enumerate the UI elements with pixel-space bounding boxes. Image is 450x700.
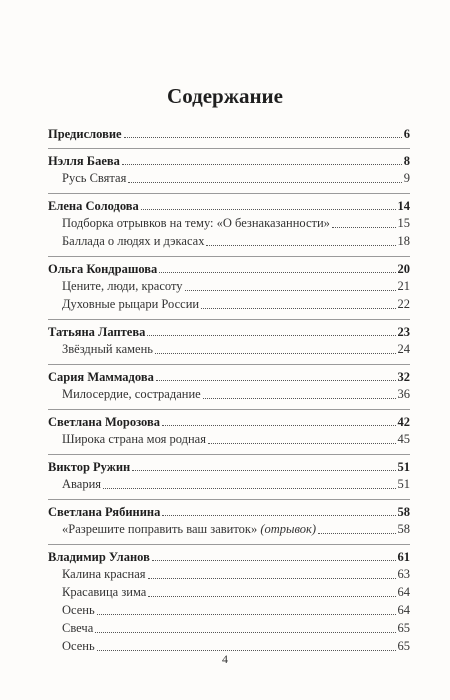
- work-title: [62, 214, 330, 232]
- section-divider: [48, 148, 410, 149]
- work-title-text: Русь Святая: [62, 171, 127, 185]
- page-ref: 6: [403, 127, 410, 141]
- author-name: Светлана Морозова: [48, 415, 160, 429]
- toc-work-entry[interactable]: [48, 601, 410, 619]
- toc-work-entry[interactable]: [48, 619, 410, 637]
- dot-leader: [155, 353, 396, 354]
- dot-leader: [159, 272, 395, 273]
- page-ref: 8: [403, 154, 410, 168]
- author-name: Светлана Рябинина: [48, 505, 161, 519]
- page-ref: 51: [397, 477, 410, 491]
- section-divider: [48, 454, 410, 455]
- dot-leader: [162, 425, 396, 426]
- section-divider: [48, 256, 410, 257]
- dot-leader: [147, 335, 395, 336]
- author-name: Ольга Кондрашова: [48, 262, 158, 276]
- work-title: [62, 520, 316, 538]
- work-title: [62, 601, 95, 619]
- toc-work-entry[interactable]: [48, 475, 410, 493]
- work-title: [62, 169, 126, 187]
- work-title-text: Свеча: [62, 621, 94, 635]
- page-ref: 18: [397, 234, 410, 248]
- dot-leader: [148, 578, 396, 579]
- work-title: [62, 583, 146, 601]
- author-name: Владимир Уланов: [48, 550, 150, 564]
- page-ref: 58: [397, 522, 410, 536]
- page-ref: 22: [397, 297, 410, 311]
- section-divider: [48, 499, 410, 500]
- toc-work-entry[interactable]: [48, 214, 410, 232]
- page-ref: 45: [397, 432, 410, 446]
- dot-leader: [201, 308, 395, 309]
- work-title-suffix: (отрывок): [260, 522, 317, 536]
- dot-leader: [318, 533, 395, 534]
- work-title: [62, 340, 153, 358]
- page-ref: 21: [397, 279, 410, 293]
- dot-leader: [185, 290, 396, 291]
- work-title-text: Цените, люди, красоту: [62, 279, 183, 293]
- work-title-text: Калина красная: [62, 567, 146, 581]
- page-ref: 15: [397, 216, 410, 230]
- page-ref: 9: [403, 171, 410, 185]
- work-title: [62, 619, 93, 637]
- section-divider: [48, 319, 410, 320]
- work-title-text: Подборка отрывков на тему: «О безнаказанности»: [62, 216, 330, 230]
- toc-author-entry[interactable]: [48, 324, 410, 340]
- dot-leader: [208, 443, 396, 444]
- toc-work-entry[interactable]: [48, 295, 410, 313]
- page-ref: 20: [397, 262, 410, 276]
- page-ref: 64: [397, 585, 410, 599]
- work-title-text: Баллада о людях и дэкасах: [62, 234, 205, 248]
- author-name: Предисловие: [48, 127, 122, 141]
- dot-leader: [152, 560, 396, 561]
- toc-work-entry[interactable]: [48, 583, 410, 601]
- dot-leader: [128, 182, 401, 183]
- work-title: [62, 277, 183, 295]
- author-name: Виктор Ружин: [48, 460, 131, 474]
- work-title: [62, 232, 204, 250]
- work-title: [62, 565, 146, 583]
- work-title: [62, 385, 201, 403]
- dot-leader: [103, 488, 395, 489]
- toc-work-entry[interactable]: [48, 277, 410, 295]
- toc-work-entry[interactable]: [48, 565, 410, 583]
- section-divider: [48, 193, 410, 194]
- work-title: [62, 430, 206, 448]
- page-number: 4: [222, 652, 228, 666]
- toc-work-entry[interactable]: [48, 340, 410, 358]
- page-ref: 61: [397, 550, 410, 564]
- author-name: Елена Солодова: [48, 199, 139, 213]
- work-title-text: Осень: [62, 639, 95, 653]
- page-ref: 58: [397, 505, 410, 519]
- page-ref: 36: [397, 387, 410, 401]
- page-title: Содержание: [167, 84, 283, 108]
- work-title-text: Красавица зима: [62, 585, 147, 599]
- page-ref: 64: [397, 603, 410, 617]
- table-of-contents: [48, 126, 410, 655]
- dot-leader: [95, 632, 395, 633]
- page-ref: 63: [397, 567, 410, 581]
- work-title: [62, 295, 199, 313]
- work-title-text: «Разрешите поправить ваш завиток»: [62, 522, 258, 536]
- dot-leader: [332, 227, 396, 228]
- page-ref: 14: [397, 199, 410, 213]
- toc-author-entry[interactable]: [48, 369, 410, 385]
- toc-author-entry[interactable]: [48, 126, 410, 142]
- work-title-text: Милосердие, сострадание: [62, 387, 201, 401]
- dot-leader: [132, 470, 395, 471]
- toc-author-entry[interactable]: [48, 459, 410, 475]
- toc-work-entry[interactable]: [48, 385, 410, 403]
- author-name: Нэлля Баева: [48, 154, 120, 168]
- work-title-text: Духовные рыцари России: [62, 297, 200, 311]
- work-title: [62, 475, 101, 493]
- page-ref: 23: [397, 325, 410, 339]
- dot-leader: [162, 515, 395, 516]
- page-ref: 51: [397, 460, 410, 474]
- toc-author-entry[interactable]: [48, 153, 410, 169]
- author-name: Сария Маммадова: [48, 370, 154, 384]
- dot-leader: [97, 614, 396, 615]
- toc-author-entry[interactable]: [48, 261, 410, 277]
- toc-author-entry[interactable]: [48, 504, 410, 520]
- page-ref: 42: [397, 415, 410, 429]
- author-name: Татьяна Лаптева: [48, 325, 146, 339]
- page-ref: 65: [397, 621, 410, 635]
- dot-leader: [122, 164, 402, 165]
- toc-work-entry[interactable]: [48, 520, 410, 538]
- page-ref: 65: [397, 639, 410, 653]
- work-title-text: Звёздный камень: [62, 342, 153, 356]
- section-divider: [48, 409, 410, 410]
- dot-leader: [124, 137, 402, 138]
- section-divider: [48, 364, 410, 365]
- section-divider: [48, 544, 410, 545]
- toc-work-entry[interactable]: [48, 169, 410, 187]
- dot-leader: [148, 596, 395, 597]
- toc-work-entry[interactable]: [48, 430, 410, 448]
- toc-author-entry[interactable]: [48, 414, 410, 430]
- page-ref: 32: [397, 370, 410, 384]
- work-title-text: Осень: [62, 603, 95, 617]
- work-title-text: Авария: [62, 477, 102, 491]
- toc-work-entry[interactable]: [48, 232, 410, 250]
- toc-author-entry[interactable]: [48, 549, 410, 565]
- dot-leader: [156, 380, 396, 381]
- dot-leader: [141, 209, 396, 210]
- work-title-text: Широка страна моя родная: [62, 432, 206, 446]
- dot-leader: [97, 650, 396, 651]
- page-ref: 24: [397, 342, 410, 356]
- dot-leader: [203, 398, 396, 399]
- dot-leader: [206, 245, 395, 246]
- bleed-through-text: [30, 30, 120, 60]
- toc-author-entry[interactable]: [48, 198, 410, 214]
